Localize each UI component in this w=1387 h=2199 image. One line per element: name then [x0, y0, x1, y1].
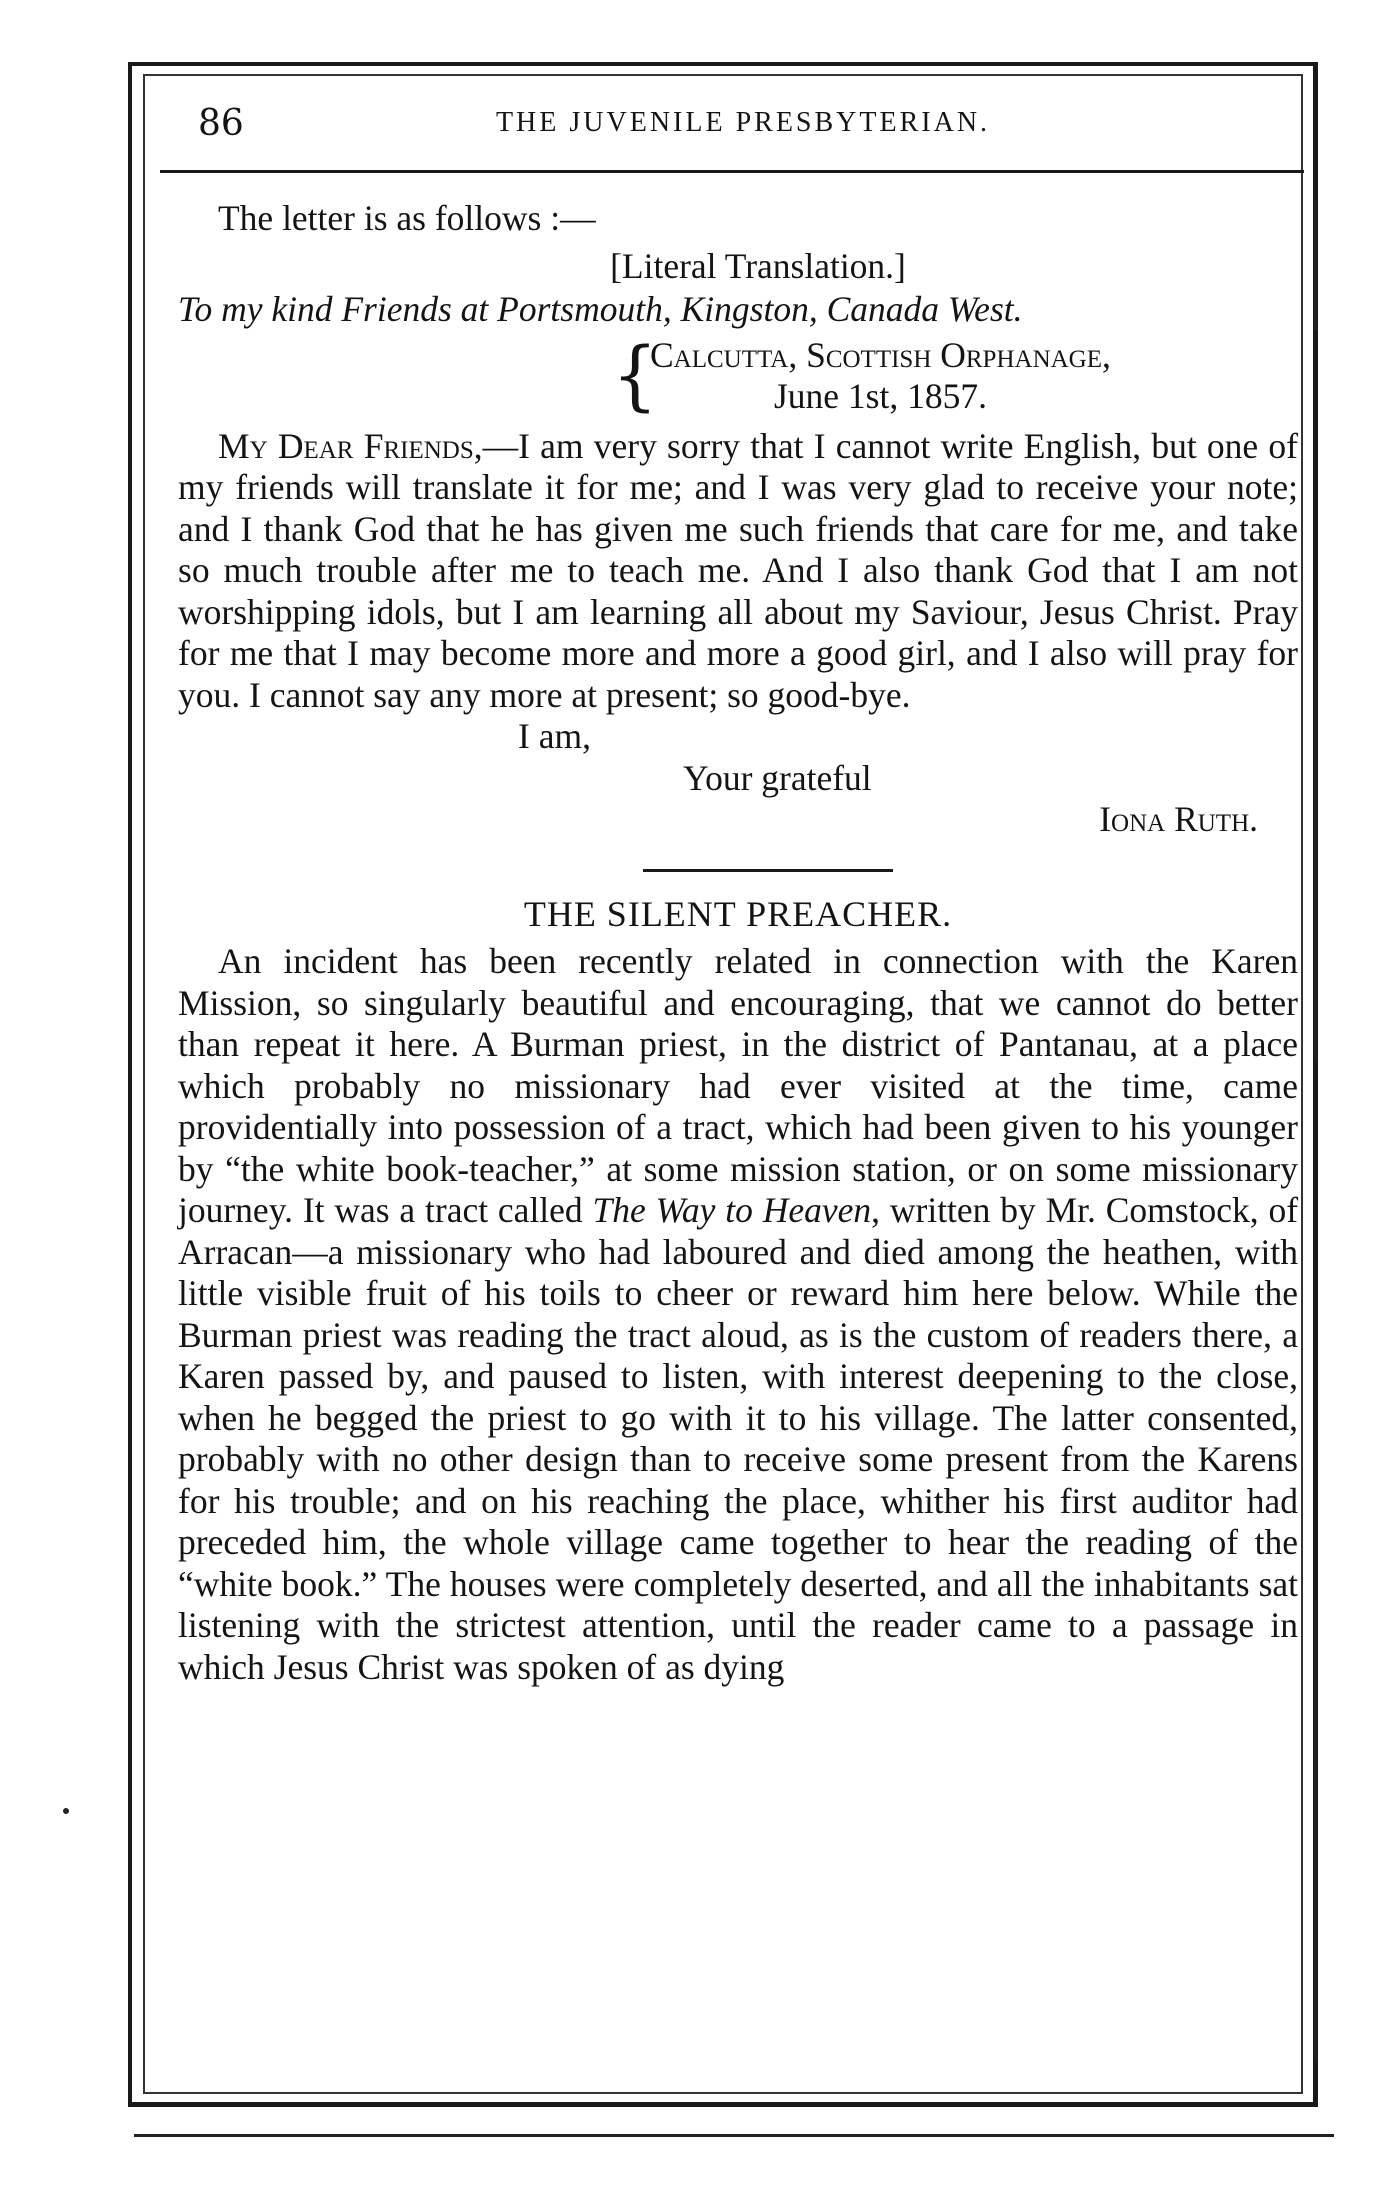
letter-intro: The letter is as follows :— — [218, 198, 596, 238]
translation-note: [Literal Translation.] — [610, 245, 906, 286]
tract-title: The Way to Heaven — [592, 1190, 872, 1230]
letter-body — [178, 426, 1298, 717]
page-header — [168, 95, 1288, 151]
dateline-date: June 1st, 1857. — [773, 376, 987, 416]
signature: Iona Ruth. — [1099, 799, 1258, 839]
journal-title: THE JUVENILE PRESBYTERIAN. — [495, 107, 991, 138]
article-body-part-1: An incident has been recently related in connection with the Karen Mission, so singularly beautiful and encouraging, that we cannot do better than repeat it here. A Burman priest, in the district of Pantanau, at a place which probably no missionary had ever visited at the time, came providentially into possession of a tract, which had been given to his younger by “the white book-teacher,” at some mission station, or on some missionary journey. It was a tract called — [178, 941, 1298, 1230]
letter-salutation: My Dear Friends, — [218, 425, 483, 466]
dateline-place: Calcutta, Scottish Orphanage, — [650, 334, 1111, 375]
dateline — [178, 330, 1298, 419]
section-divider — [643, 869, 893, 872]
article-title: THE SILENT PREACHER. — [523, 893, 953, 934]
page-number: 86 — [198, 102, 244, 144]
letter-address: To my kind Friends at Portsmouth, Kingston, Canada West. — [178, 289, 1023, 329]
letter-body-text: —I am very sorry that I cannot write English, but one of my friends will translate it for me; and I was very glad to receive your note; and I thank God that he has given me such friends that care for me, and take so much trouble after me to teach me. And I also thank God that I am not worshipping idols, but I am learning all about my Saviour, Jesus Christ. Pray for me that I may become more and more a good girl, and I also will pray for you. I cannot say any more at present; so good-bye. — [178, 425, 1298, 715]
brace-mark: { — [612, 330, 658, 419]
closing-line-2: Your grateful — [683, 757, 872, 798]
article-body — [178, 941, 1298, 1688]
closing-line-1: I am, — [518, 716, 591, 756]
right-margin-mark — [1314, 1600, 1317, 2060]
right-margin-mark — [1314, 200, 1317, 330]
right-margin-mark — [1314, 640, 1317, 1060]
margin-speck — [63, 1808, 69, 1814]
article-body-part-2: , written by Mr. Comstock, of Arracan—a missionary who had laboured and died among the heathen, with little visible fruit of his toils to cheer or reward him here below. While the Burman priest was reading the tract aloud, as is the custom of readers there, a Karen passed by, and paused to listen, with interest deepening to the close, when he begged the priest to go with it to his village. The latter consented, probably with no other design than to receive some present from the Karens for his trouble; and on his reaching the place, whither his first auditor had preceded him, the whole village came together to hear the reading of the “white book.” The houses were completely deserted, and all the inhabitants sat listening with the strictest attention, until the reader came to a passage in which Jesus Christ was spoken of as dying — [178, 1190, 1299, 1687]
page-content — [178, 196, 1298, 1688]
header-rule — [160, 170, 1304, 173]
bottom-border-line — [134, 2134, 1334, 2137]
